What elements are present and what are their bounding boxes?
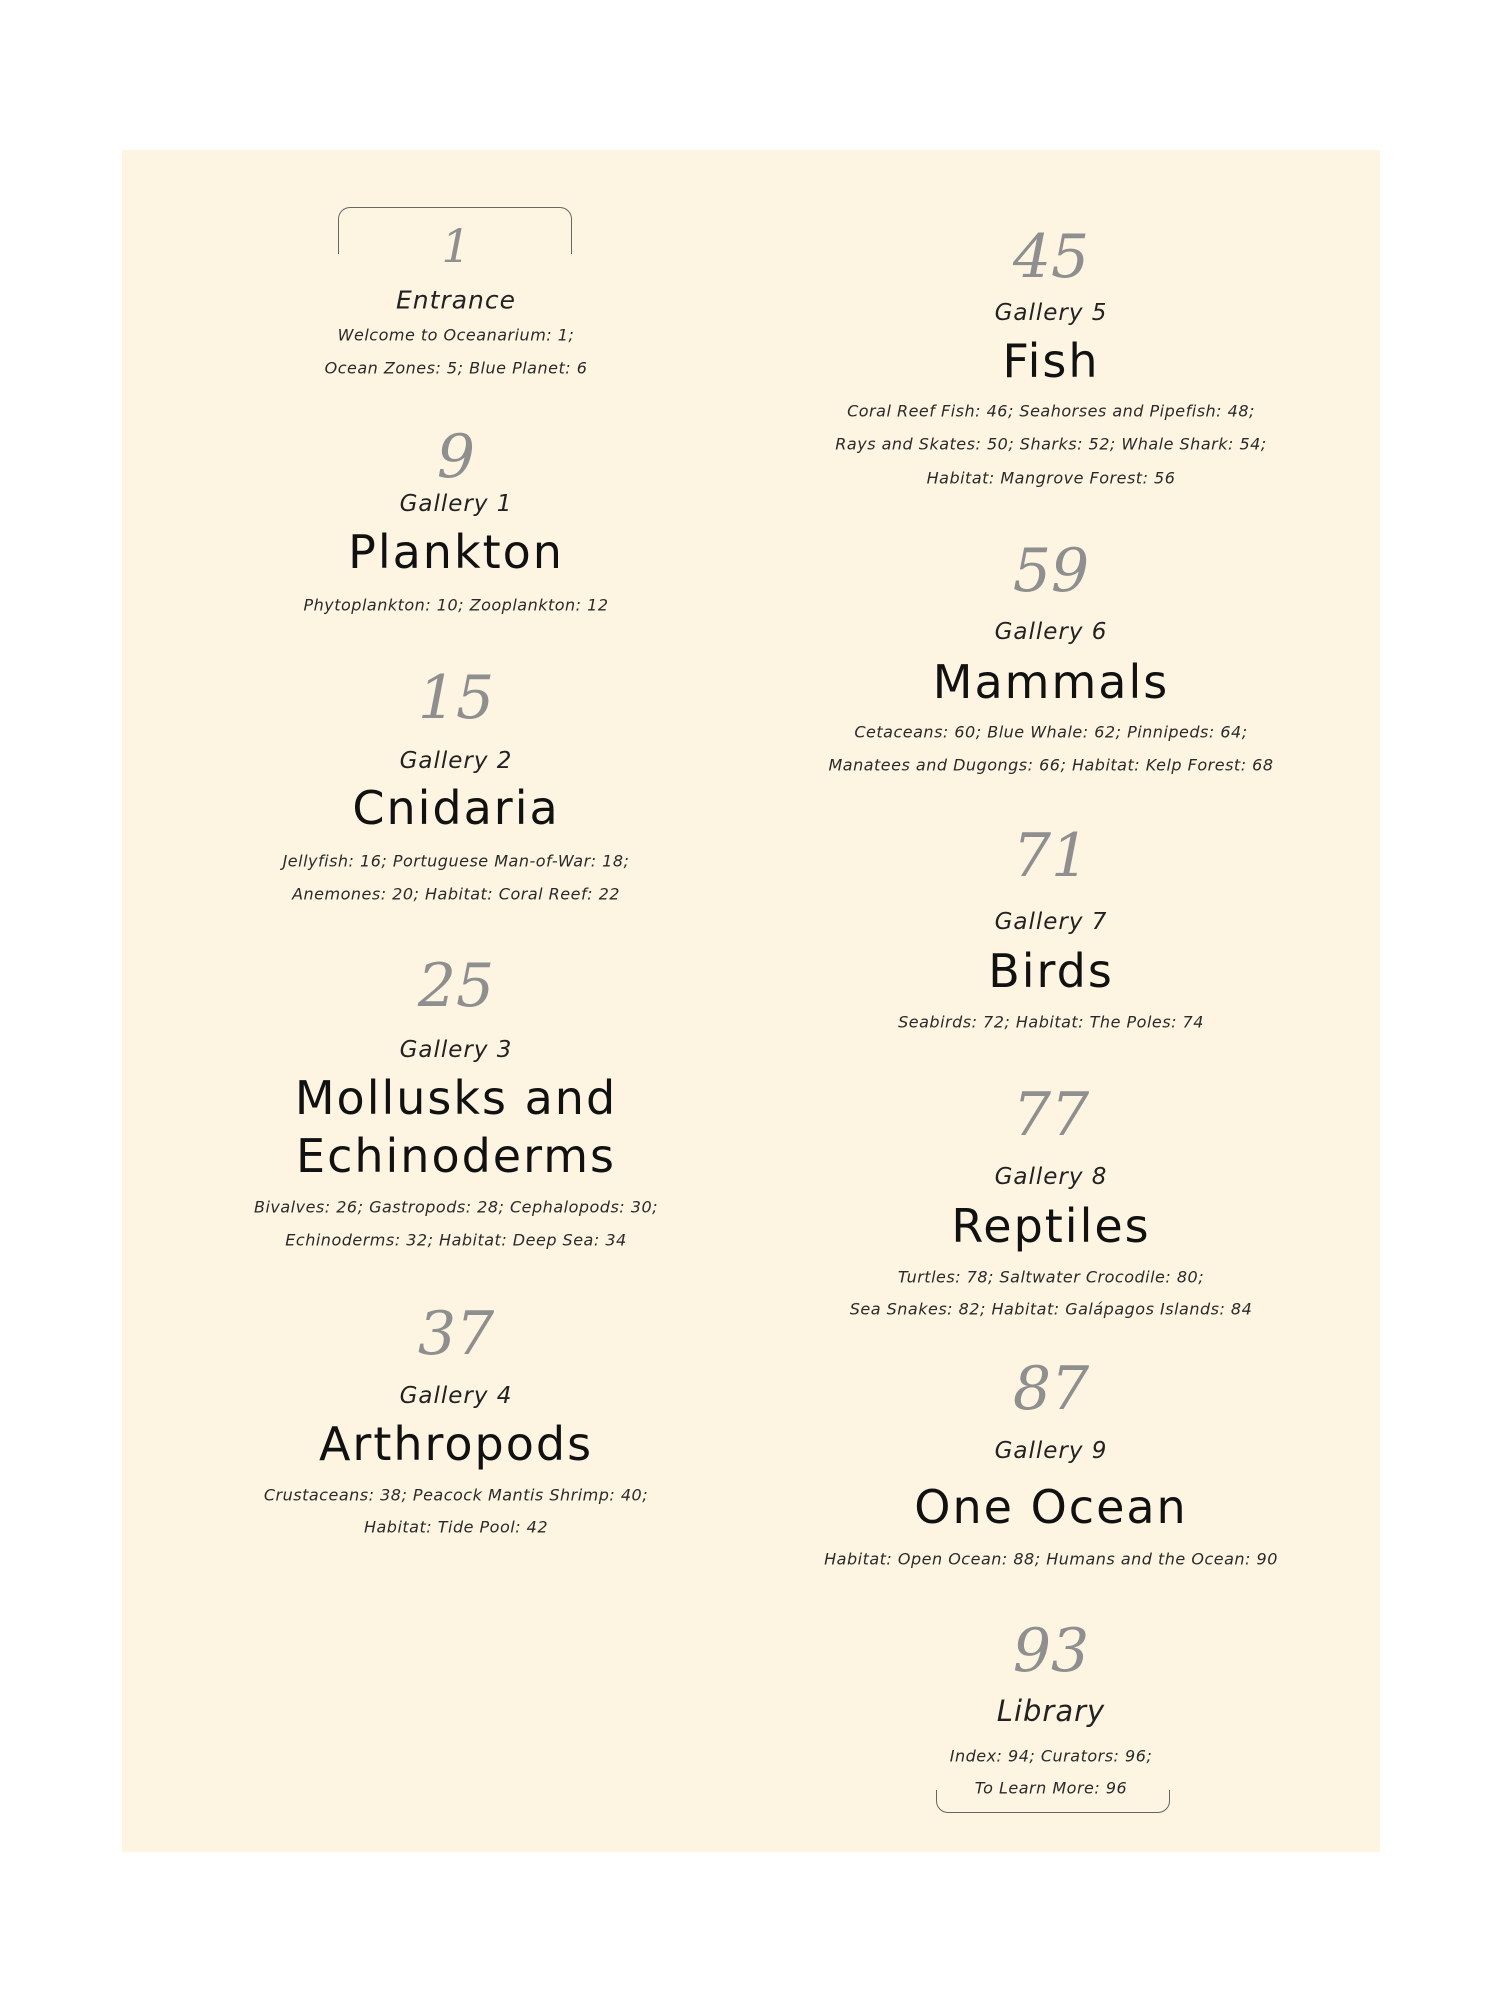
section-title: Entrance (395, 285, 517, 315)
section-title: Reptiles (951, 1199, 1151, 1253)
page-number: 45 (1012, 222, 1090, 292)
page-number: 59 (1012, 536, 1090, 606)
page-number: 87 (1012, 1354, 1090, 1424)
section-contents: Index: 94; Curators: 96; (949, 1746, 1153, 1766)
gallery-label: Gallery 5 (994, 300, 1108, 326)
section-contents: Habitat: Mangrove Forest: 56 (926, 468, 1176, 488)
gallery-label: Gallery 3 (399, 1037, 513, 1063)
section-title: Fish (1002, 334, 1100, 388)
page-number: 71 (1012, 821, 1090, 891)
section-contents: Anemones: 20; Habitat: Coral Reef: 22 (292, 884, 620, 904)
section-contents: Manatees and Dugongs: 66; Habitat: Kelp Forest: 68 (828, 755, 1274, 775)
section-contents: Sea Snakes: 82; Habitat: Galápagos Islands: 84 (849, 1299, 1253, 1319)
section-contents: Crustaceans: 38; Peacock Mantis Shrimp: 40; (263, 1485, 649, 1505)
section-title: Library (996, 1694, 1106, 1728)
page-number: 9 (436, 422, 476, 492)
section-contents: To Learn More: 96 (974, 1778, 1128, 1798)
section-contents: Turtles: 78; Saltwater Crocodile: 80; (897, 1267, 1205, 1287)
section-title: Echinoderms (296, 1129, 616, 1183)
section-contents: Echinoderms: 32; Habitat: Deep Sea: 34 (285, 1230, 627, 1250)
section-title: Mollusks and (294, 1071, 618, 1125)
section-title: One Ocean (914, 1480, 1188, 1534)
section-contents: Cetaceans: 60; Blue Whale: 62; Pinnipeds: 64; (854, 722, 1248, 742)
section-contents: Bivalves: 26; Gastropods: 28; Cephalopods: 30; (253, 1197, 659, 1217)
section-contents: Habitat: Open Ocean: 88; Humans and the Ocean: 90 (824, 1549, 1278, 1569)
page-number: 77 (1012, 1080, 1090, 1150)
section-contents: Habitat: Tide Pool: 42 (363, 1517, 549, 1537)
section-title: Mammals (932, 655, 1170, 709)
page-number: 37 (417, 1299, 495, 1369)
page-number: 1 (441, 219, 471, 273)
section-contents: Coral Reef Fish: 46; Seahorses and Pipefish: 48; (847, 401, 1255, 421)
page-number: 25 (417, 951, 495, 1021)
gallery-label: Gallery 1 (399, 491, 513, 517)
section-contents: Seabirds: 72; Habitat: The Poles: 74 (898, 1012, 1204, 1032)
section-contents: Phytoplankton: 10; Zooplankton: 12 (303, 595, 609, 615)
page-number: 93 (1012, 1616, 1090, 1686)
section-title: Cnidaria (352, 781, 560, 835)
gallery-label: Gallery 8 (994, 1164, 1108, 1190)
gallery-label: Gallery 6 (994, 619, 1108, 645)
section-title: Arthropods (318, 1417, 594, 1471)
gallery-label: Gallery 2 (399, 748, 513, 774)
section-contents: Rays and Skates: 50; Sharks: 52; Whale Shark: 54; (835, 434, 1267, 454)
page-number: 15 (417, 663, 495, 733)
gallery-label: Gallery 9 (994, 1438, 1108, 1464)
gallery-label: Gallery 7 (994, 909, 1108, 935)
section-contents: Welcome to Oceanarium: 1; (337, 325, 575, 345)
section-contents: Ocean Zones: 5; Blue Planet: 6 (324, 358, 588, 378)
section-contents: Jellyfish: 16; Portuguese Man-of-War: 18; (282, 851, 630, 871)
gallery-label: Gallery 4 (399, 1383, 513, 1409)
section-title: Plankton (348, 525, 564, 579)
section-title: Birds (988, 944, 1114, 998)
